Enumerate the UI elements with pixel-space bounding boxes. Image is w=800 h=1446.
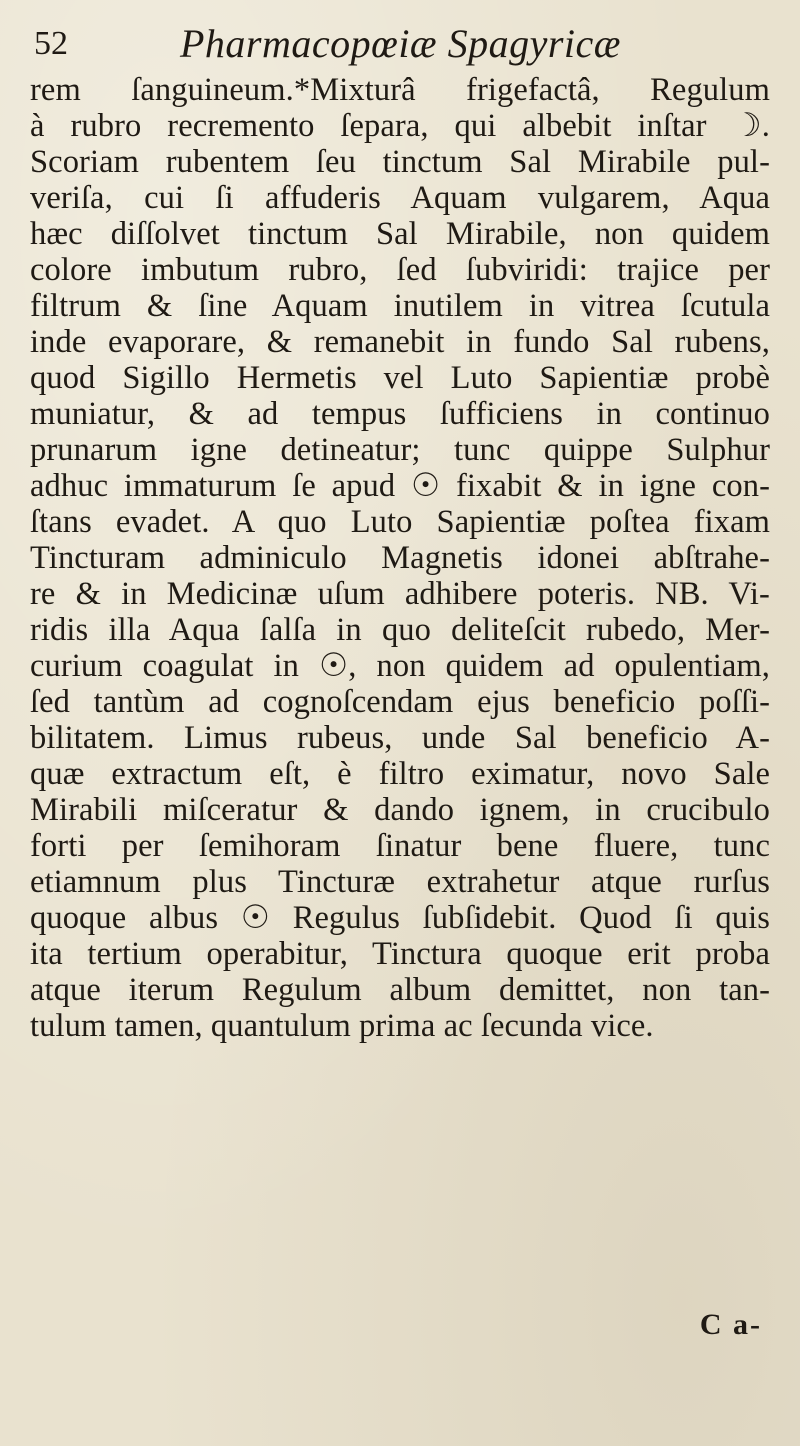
page-number: 52	[34, 25, 68, 62]
text-line: bilitatem. Limus rubeus, unde Sal beneficio A-	[30, 720, 770, 756]
text-line: prunarum igne detineatur; tunc quippe Sulphur	[30, 432, 770, 468]
text-line: muniatur, & ad tempus ſufficiens in continuo	[30, 396, 770, 432]
text-line: ſed tantùm ad cognoſcendam ejus beneficio poſſi-	[30, 684, 770, 720]
text-line: hæc diſſolvet tinctum Sal Mirabile, non quidem	[30, 216, 770, 252]
text-line: rem ſanguineum.*Mixturâ frigefactâ, Regulum	[30, 72, 770, 108]
text-line: veriſa, cui ſi affuderis Aquam vulgarem, Aqua	[30, 180, 770, 216]
text-line: à rubro recremento ſepara, qui albebit inſtar ☽.	[30, 108, 770, 144]
text-line: filtrum & ſine Aquam inutilem in vitrea ſcutula	[30, 288, 770, 324]
text-line: etiamnum plus Tincturæ extrahetur atque rurſus	[30, 864, 770, 900]
page-header	[30, 18, 776, 68]
text-line: re & in Medicinæ uſum adhibere poteris. NB. Vi-	[30, 576, 770, 612]
text-line: inde evaporare, & remanebit in fundo Sal rubens,	[30, 324, 770, 360]
text-line: Scoriam rubentem ſeu tinctum Sal Mirabile pul-	[30, 144, 770, 180]
text-line: forti per ſemihoram ſinatur bene fluere, tunc	[30, 828, 770, 864]
text-line: atque iterum Regulum album demittet, non tan-	[30, 972, 770, 1008]
text-line: curium coagulat in ☉, non quidem ad opulentiam,	[30, 648, 770, 684]
text-line: quod Sigillo Hermetis vel Luto Sapientiæ probè	[30, 360, 770, 396]
text-line: tulum tamen, quantulum prima ac ſecunda vice.	[30, 1008, 654, 1044]
text-line: Mirabili miſceratur & dando ignem, in crucibulo	[30, 792, 770, 828]
text-line: colore imbutum rubro, ſed ſubviridi: trajice per	[30, 252, 770, 288]
text-line: Tincturam adminiculo Magnetis idonei abſtrahe-	[30, 540, 770, 576]
text-line: ridis illa Aqua ſalſa in quo deliteſcit rubedo, Mer-	[30, 612, 770, 648]
running-title: Pharmacopœiæ Spagyricæ	[180, 21, 621, 66]
text-line: ita tertium operabitur, Tinctura quoque erit proba	[30, 936, 770, 972]
body-text	[30, 72, 776, 1044]
text-line: quoque albus ☉ Regulus ſubſidebit. Quod ſi quis	[30, 900, 770, 936]
text-line: adhuc immaturum ſe apud ☉ fixabit & in igne con-	[30, 468, 770, 504]
text-line: ſtans evadet. A quo Luto Sapientiæ poſtea fixam	[30, 504, 770, 540]
catchword: C a-	[699, 1308, 762, 1341]
text-line: quæ extractum eſt, è filtro eximatur, novo Sale	[30, 756, 770, 792]
